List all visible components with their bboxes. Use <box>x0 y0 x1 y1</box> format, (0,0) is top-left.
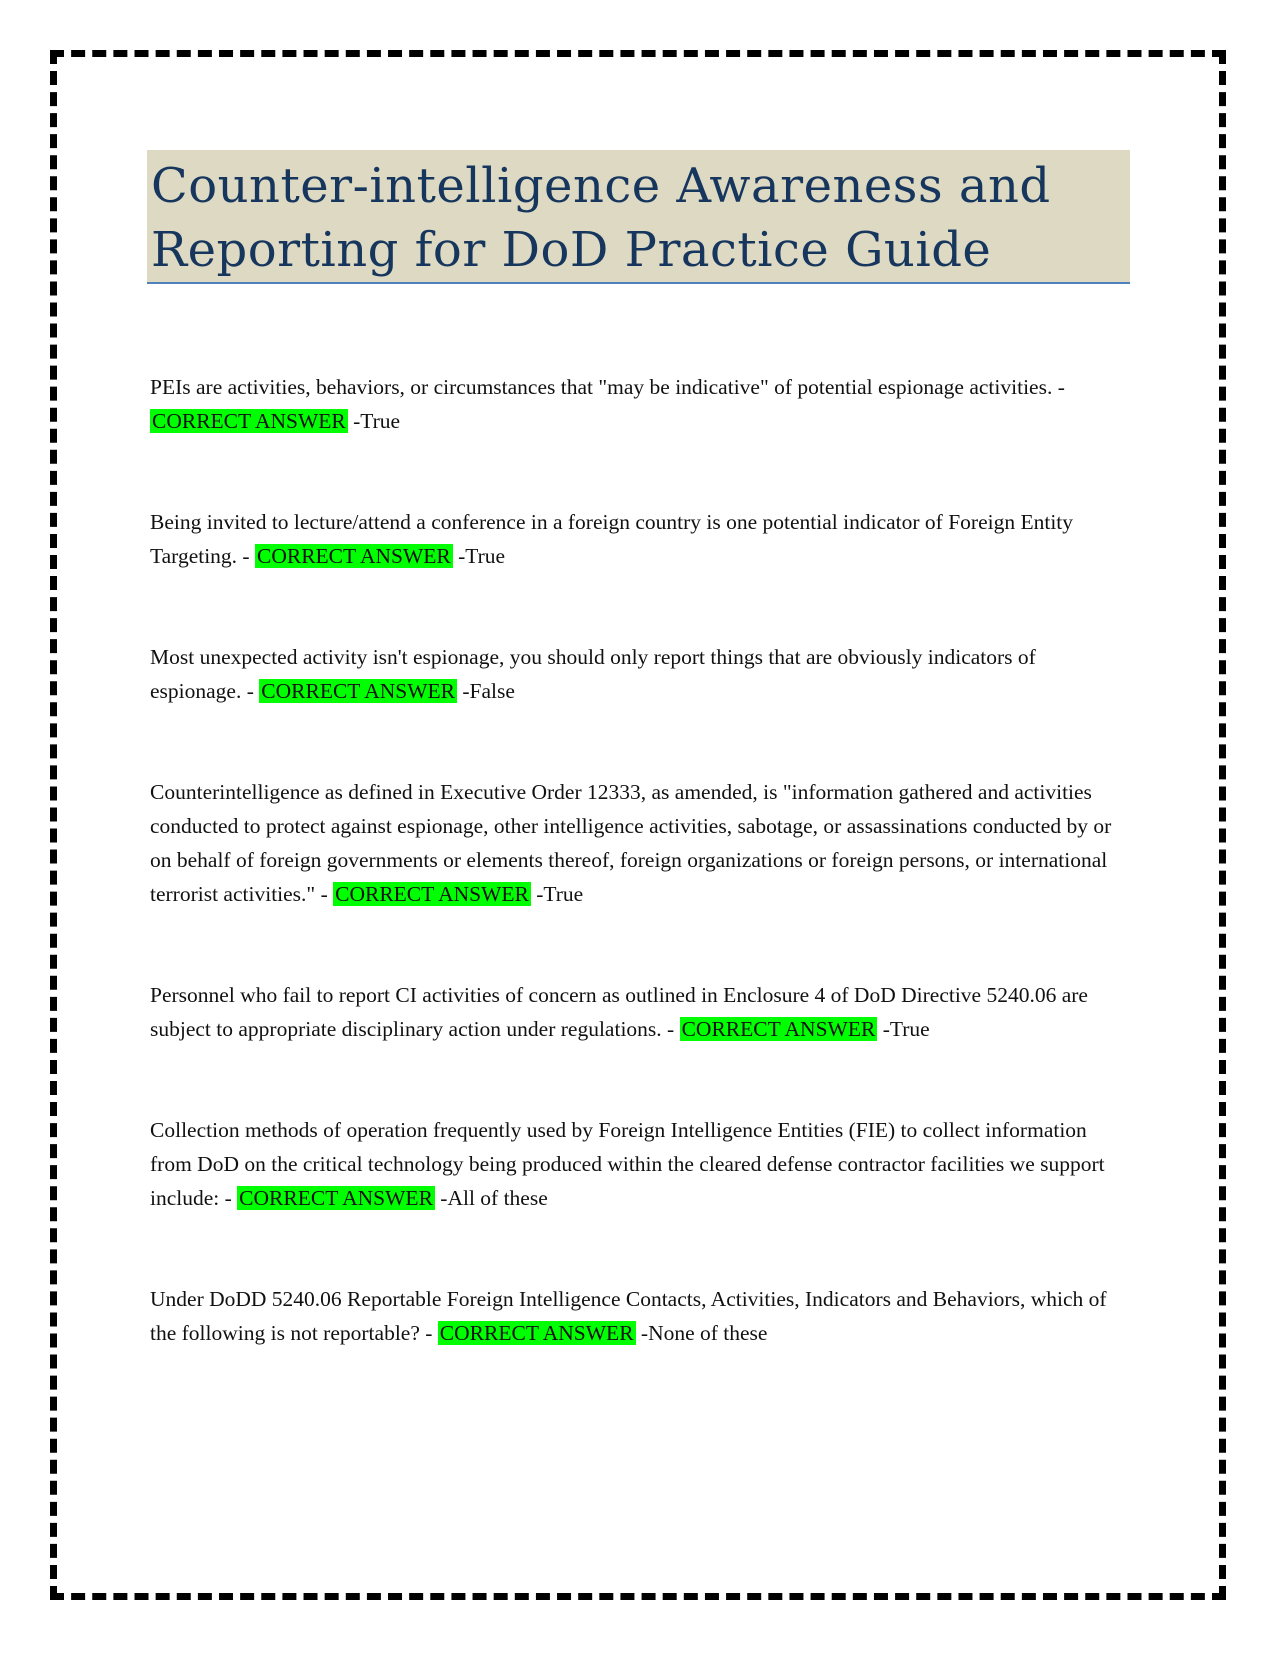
qa-item <box>150 978 1130 1046</box>
qa-item <box>150 1113 1130 1215</box>
correct-answer-highlight: CORRECT ANSWER <box>239 1186 433 1210</box>
qa-item <box>150 640 1130 708</box>
answer-text: -True <box>347 409 401 433</box>
qa-item <box>150 505 1130 573</box>
answer-text: -True <box>530 882 584 906</box>
question-text: Personnel who fail to report CI activities of concern as outlined in Enclosure 4 of DoD Directive 5240.06 are subject to appropriate disciplinary action under regulations. - <box>150 983 1088 1041</box>
correct-answer-highlight: CORRECT ANSWER <box>681 1017 876 1041</box>
document-title: Counter-intelligence Awareness and Reporting for DoD Practice Guide <box>151 158 1051 278</box>
answer-text: -None of these <box>635 1321 768 1345</box>
title-box <box>147 150 1130 284</box>
question-text: Most unexpected activity isn't espionage, you should only report things that are obviously indicators of espionage. - <box>150 645 1036 703</box>
qa-item <box>150 775 1130 911</box>
answer-text: -False <box>457 679 515 703</box>
question-text: Under DoDD 5240.06 Reportable Foreign Intelligence Contacts, Activities, Indicators and Behaviors, which of the following is not reportable? - <box>150 1287 1107 1345</box>
correct-answer-highlight: CORRECT ANSWER <box>152 409 346 433</box>
qa-list <box>150 370 1130 1350</box>
correct-answer-highlight: CORRECT ANSWER <box>439 1321 634 1345</box>
answer-text: -True <box>452 544 506 568</box>
question-text: Collection methods of operation frequently used by Foreign Intelligence Entities (FIE) to collect information from DoD on the critical technology being produced within the cleared defense contractor facilities we support include: - <box>150 1118 1105 1210</box>
question-text: Counterintelligence as defined in Executive Order 12333, as amended, is "information gathered and activities conducted to protect against espionage, other intelligence activities, sabotage, or assassinations conducted by or on behalf of foreign governments or elements thereof, foreign organizations or foreign persons, or international terrorist activities." - <box>150 780 1112 906</box>
question-text: PEIs are activities, behaviors, or circumstances that "may be indicative" of potential espionage activities. - <box>150 375 1065 399</box>
answer-text: -All of these <box>434 1186 548 1210</box>
answer-text: -True <box>877 1017 930 1041</box>
question-text: Being invited to lecture/attend a conference in a foreign country is one potential indicator of Foreign Entity Targeting. - <box>150 510 1074 568</box>
qa-item <box>150 1282 1130 1350</box>
correct-answer-highlight: CORRECT ANSWER <box>335 882 529 906</box>
correct-answer-highlight: CORRECT ANSWER <box>256 544 451 568</box>
correct-answer-highlight: CORRECT ANSWER <box>261 679 455 703</box>
qa-item <box>150 370 1130 438</box>
